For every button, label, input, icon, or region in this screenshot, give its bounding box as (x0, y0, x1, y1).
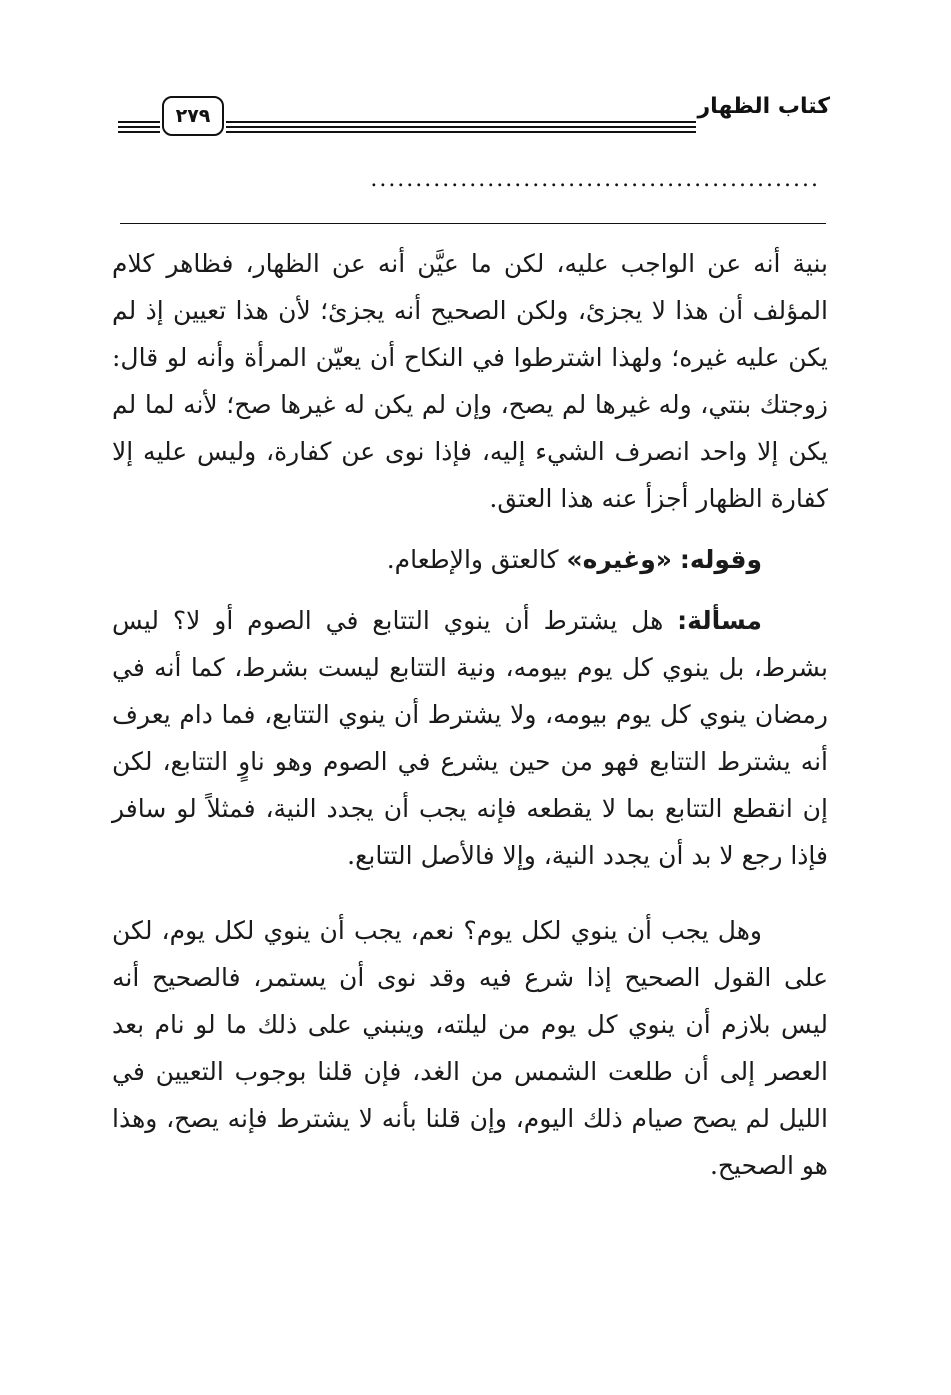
paragraph-2-lead: وقوله: (679, 545, 762, 574)
paragraph-2-quote: «وغيره» (566, 545, 672, 574)
paragraph-3-lead: مسألة: (677, 606, 762, 635)
header-rule (226, 131, 696, 133)
paragraph-3 (112, 597, 828, 879)
page-number: ٢٧٩ (162, 96, 224, 136)
paragraph-1: بنية أنه عن الواجب عليه، لكن ما عيَّن أنه عن الظهار، فظاهر كلام المؤلف أن هذا لا يجزئ، ولكن الصحيح أنه يجزئ؛ لأن هذا تعيين إذ لم يكن عليه غيره؛ ولهذا اشترطوا في النكاح أن يعيّن المرأة وأنه لو قال: زوجتك بنتي، وله غيرها لم يصح، وإن لم يكن له غيرها صح؛ لأنه لما لم يكن إلا واحد انصرف الشيء إليه، فإذا نوى عن كفارة، وليس عليه إلا كفارة الظهار أجزأ عنه هذا العتق. (112, 249, 828, 513)
header-rule (226, 126, 696, 128)
header-rule (226, 121, 696, 123)
paragraph-4: وهل يجب أن ينوي لكل يوم؟ نعم، يجب أن ينوي لكل يوم، لكن على القول الصحيح إذا شرع فيه وقد نوى أن يستمر، فالصحيح أنه ليس بلازم أن ينوي كل يوم من ليلته، وينبني على ذلك ما لو نام بعد العصر إلى أن طلعت الشمس من الغد، فإن قلنا بوجوب التعيين في الليل لم يصح صيام ذلك اليوم، وإن قلنا بأنه لا يشترط فإنه يصح، وهذا هو الصحيح. (112, 916, 828, 1180)
page-header (118, 88, 830, 148)
body-text (112, 240, 828, 1189)
header-separator (120, 223, 826, 224)
paragraph-2 (112, 536, 828, 583)
paragraph-2-text: كالعتق والإطعام. (386, 545, 559, 574)
dotted-line: .................................................. (370, 167, 820, 192)
header-rule (118, 131, 160, 133)
chapter-title: كتاب الظهار (697, 94, 830, 119)
header-rule (118, 126, 160, 128)
header-rule (118, 121, 160, 123)
paragraph-3-text: هل يشترط أن ينوي التتابع في الصوم أو لا؟ ليس بشرط، بل ينوي كل يوم بيومه، ونية التتابع ليست بشرط، كما أنه في رمضان ينوي كل يوم بيومه، ولا يشترط أن ينوي التتابع، فما دام يعرف أنه يشترط التتابع فهو من حين يشرع في الصوم وهو ناوٍ التتابع، لكن إن انقطع التتابع بما لا يقطعه فإنه يجب أن يجدد النية، فمثلاً لو سافر فإذا رجع لا بد أن يجدد النية، وإلا فالأصل التتابع. (112, 606, 828, 870)
